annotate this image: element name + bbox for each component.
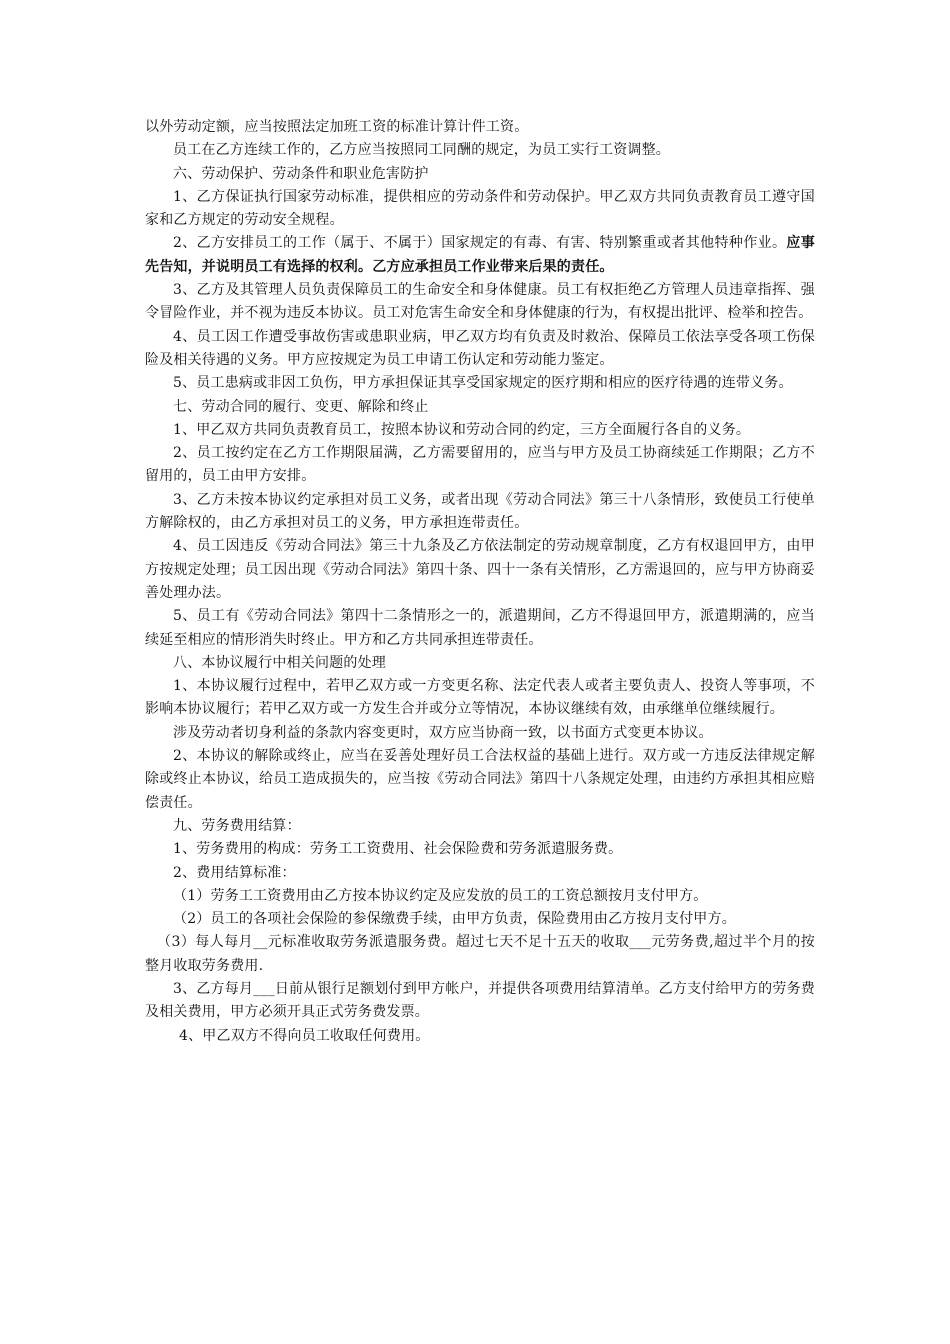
paragraph-8-1: 1、本协议履行过程中，若甲乙双方或一方变更名称、法定代表人或者主要负责人、投资人等事项，不影响本协议履行；若甲乙双方或一方发生合并或分立等情况，本协议继续有效，由承继单位继续履行。 bbox=[145, 678, 815, 718]
paragraph-9-2-2: （2）员工的各项社会保险的参保缴费手续，由甲方负责，保险费用由乙方按月支付甲方。 bbox=[173, 911, 736, 928]
section-heading-7: 七、劳动合同的履行、变更、解除和终止 bbox=[173, 398, 429, 415]
paragraph-6-5: 5、员工患病或非因工负伤，甲方承担保证其享受国家规定的医疗期和相应的医疗待遇的连带义务。 bbox=[173, 375, 793, 392]
document-body bbox=[145, 116, 815, 1048]
paragraph-9-4: 4、甲乙双方不得向员工收取任何费用。 bbox=[179, 1027, 430, 1044]
paragraph-9-1: 1、劳务费用的构成：劳务工工资费用、社会保险费和劳务派遣服务费。 bbox=[173, 841, 623, 858]
section-heading-6: 六、劳动保护、劳动条件和职业危害防护 bbox=[173, 165, 429, 182]
paragraph-9-3: 3、乙方每月___日前从银行足额划付到甲方帐户，并提供各项费用结算清单。乙方支付给甲方的劳务费及相关费用，甲方必须开具正式劳务费发票。 bbox=[145, 980, 815, 1021]
paragraph-7-1: 1、甲乙双方共同负责教育员工，按照本协议和劳动合同的约定，三方全面履行各自的义务。 bbox=[173, 421, 751, 438]
paragraph-6-2-bold: 应事先告知，并说明员工有选择的权利。乙方应承担员工作业带来后果的责任。 bbox=[145, 235, 815, 275]
paragraph-9-2: 2、费用结算标准： bbox=[173, 864, 296, 881]
paragraph-6-3: 3、乙方及其管理人员负责保障员工的生命安全和身体健康。员工有权拒绝乙方管理人员违章指挥、强令冒险作业，并不视为违反本协议。员工对危害生命安全和身体健康的行为，有权提出批评、检举和控告。 bbox=[145, 282, 815, 322]
paragraph-8-2: 2、本协议的解除或终止，应当在妥善处理好员工合法权益的基础上进行。双方或一方违反法律规定解除或终止本协议，给员工造成损失的，应当按《劳动合同法》第四十八条规定处理，由违约方承担其相应赔偿责任。 bbox=[145, 748, 815, 811]
paragraph-7-3: 3、乙方未按本协议约定承担对员工义务，或者出现《劳动合同法》第三十八条情形，致使员工行使单方解除权的，由乙方承担对员工的义务，甲方承担连带责任。 bbox=[145, 491, 815, 532]
paragraph-6-2-normal: 2、乙方安排员工的工作（属于、不属于）国家规定的有毒、有害、特别繁重或者其他特种作业。 bbox=[173, 235, 787, 252]
paragraph-7-2: 2、员工按约定在乙方工作期限届满，乙方需要留用的，应当与甲方及员工协商续延工作期限；乙方不留用的，员工由甲方安排。 bbox=[145, 445, 815, 485]
paragraph-6-1: 1、乙方保证执行国家劳动标准，提供相应的劳动条件和劳动保护。甲乙双方共同负责教育员工遵守国家和乙方规定的劳动安全规程。 bbox=[145, 188, 815, 229]
paragraph-7-4: 4、员工因违反《劳动合同法》第三十九条及乙方依法制定的劳动规章制度，乙方有权退回甲方，由甲方按规定处理；员工因出现《劳动合同法》第四十条、四十一条有关情形，乙方需退回的，应与甲方协商妥善处理办法。 bbox=[145, 538, 815, 601]
paragraph-piecework-wage: 以外劳动定额，应当按照法定加班工资的标准计算计件工资。 bbox=[145, 119, 529, 135]
section-heading-8: 八、本协议履行中相关问题的处理 bbox=[173, 654, 386, 671]
paragraph-8-1-change: 涉及劳动者切身利益的条款内容变更时，双方应当协商一致，以书面方式变更本协议。 bbox=[173, 724, 713, 741]
paragraph-9-2-3: （3）每人每月__元标准收取劳务派遣服务费。超过七天不足十五天的收取___元劳务费,超过半个月的按整月收取劳务费用. bbox=[145, 934, 815, 974]
paragraph-6-2 bbox=[145, 232, 815, 279]
section-heading-9: 九、劳务费用结算： bbox=[173, 817, 301, 834]
paragraph-7-5: 5、员工有《劳动合同法》第四十二条情形之一的，派遣期间，乙方不得退回甲方，派遣期满的，应当续延至相应的情形消失时终止。甲方和乙方共同承担连带责任。 bbox=[145, 608, 815, 648]
paragraph-9-2-1: （1）劳务工工资费用由乙方按本协议约定及应发放的员工的工资总额按月支付甲方。 bbox=[173, 887, 708, 904]
paragraph-wage-adjustment: 员工在乙方连续工作的，乙方应当按照同工同酬的规定，为员工实行工资调整。 bbox=[173, 142, 670, 159]
paragraph-6-4: 4、员工因工作遭受事故伤害或患职业病，甲乙双方均有负责及时救治、保障员工依法享受各项工伤保险及相关待遇的义务。甲方应按规定为员工申请工伤认定和劳动能力鉴定。 bbox=[145, 328, 815, 368]
